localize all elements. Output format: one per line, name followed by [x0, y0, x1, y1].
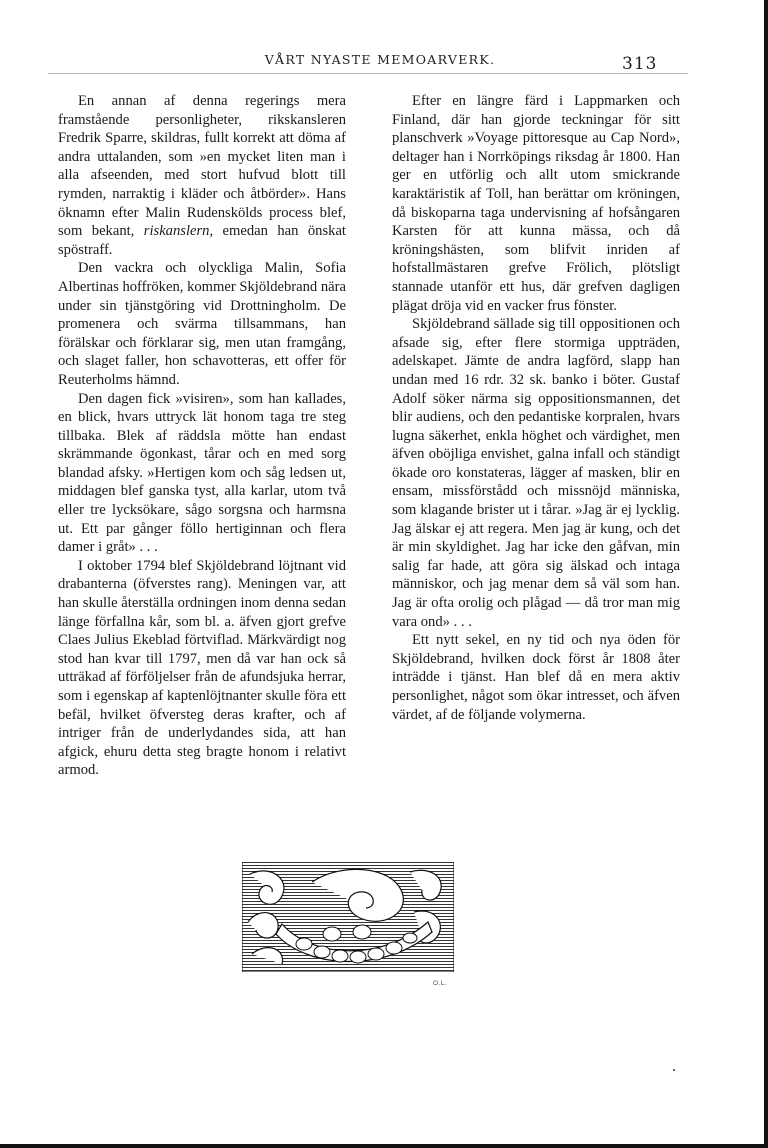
right-paragraph-3: Ett nytt sekel, en ny tid och nya öden för Skjöldebrand, hvilken dock först år 1808 åter inträdde i tjänst. Han blef då en mera aktiv personlighet, något som ökar intresset, och äfven värdet, af de följande volymerna.	[392, 632, 680, 723]
engraver-signature: O.L.	[433, 980, 448, 987]
left-column	[58, 92, 346, 780]
header-rule	[48, 73, 688, 74]
left-p1-italic: riskanslern	[143, 223, 210, 240]
left-p1-text-a: En annan af denna regerings mera framstående personligheter, rikskansleren Fredrik Sparre, skildras, fullt korrekt att döma af andra uttalanden, som »en mycket liten man i alla afseenden, med stort hufvud blott till rymden, narraktig i kläder och åtbörder». Hans öknamn efter Malin Rudenskölds process blef, som bekant,	[58, 93, 346, 240]
left-p1-text-b: , emedan han önskat spöstraff.	[58, 223, 346, 258]
speck	[673, 1069, 675, 1071]
running-title: VÅRT NYASTE MEMOARVERK.	[264, 52, 496, 67]
left-paragraph-2: Den vackra och olyckliga Malin, Sofia Albertinas hoffröken, kommer Skjöldebrand nära under sin tjänstgöring vid Drottningholm. De promenera och svärma tillsammans, han förälskar och förklarar sig, men utan framgång, och slaget faller, hon schavotteras, ett offer för Reuterholms hämnd.	[58, 260, 346, 388]
ornament-vignette	[242, 862, 454, 972]
left-paragraph-1	[58, 92, 346, 259]
page-edge-bottom	[0, 1144, 768, 1148]
right-paragraph-1: Efter en längre färd i Lappmarken och Finland, där han gjorde teckningar för sitt planschverk »Voyage pittoresque au Cap Nord», deltager han i Norrköpings riksdag år 1800. Han ger en utförlig och allt utom smickrande karaktäristik af Toll, han berättar om kröningen, då biskoparna taga undervisning af hofsångaren Karsten för att kunna mässa, och då kröningshästen, som blifvit inriden af hofstallmästaren grefve Frölich, plötsligt stannade utanför ett hus, där grefven dagligen plägat dröja vid en vacker frus fönster.	[392, 93, 680, 314]
page-number: 313	[622, 54, 658, 74]
page-edge-right	[764, 0, 768, 1148]
right-paragraph-2: Skjöldebrand sällade sig till oppositionen och afsade sig, efter flere stormiga uppträden, adelskapet. Jämte de andra lagförd, slapp han undan med 16 rdr. 32 sk. banko i böter. Gustaf Adolf söker närma sig oppositionsmannen, det blir audiens, och den pedantiske korpralen, hvars lugna säkerhet, enkla höghet och värdighet, men äfven oböjliga envishet, galna infall och ständigt ökade oro konstateras, lägger af masken, blir en ensam, missförstådd och missnöjd människa, som klagande brister ut i tårar. »Jag är ej lycklig. Jag älskar ej att regera. Men jag är kung, och det är min skyldighet. Jag har icke den gåfvan, min salig far hade, att göra sig älskad och intaga människor, och jag menar dem så väl som han. Jag är ofta orolig och plågad — då tror man mig vara ond» . . .	[392, 316, 680, 630]
left-paragraph-4: I oktober 1794 blef Skjöldebrand löjtnant vid drabanterna (öfverstes rang). Meningen var, att han skulle återställa ordningen inom denna sedan länge förfallna kår, som bl. a. äfven gjort grefve Claes Julius Ekeblad förtviflad. Märkvärdigt nog stod han kvar till 1797, men då var han ock så utträkad af förföljelser från de afundsjuka herrar, som i egenskap af kaptenlöjtnanter skulle föra ett befäl, hvilket öfversteg deras krafter, och af intriger från de underlydandes sida, att han afgick, ehuru detta steg bragte honom i relativt armod.	[58, 557, 346, 779]
left-paragraph-3: Den dagen fick »visiren», som han kallades, en blick, hvars uttryck lät honom taga tre steg tillbaka. Blek af räddsla mötte han endast skrämmande ögonkast, tårar och en med sorg blandad afsky. »Hertigen kom och såg ledsen ut, middagen blef ganska tyst, alla karlar, utom två eller tre lycksökare, sågo sorgsna och harmsna ut. Ett par gånger föllo hertiginnan och flera damer i gråt» . . .	[58, 390, 346, 556]
right-column	[392, 92, 680, 724]
